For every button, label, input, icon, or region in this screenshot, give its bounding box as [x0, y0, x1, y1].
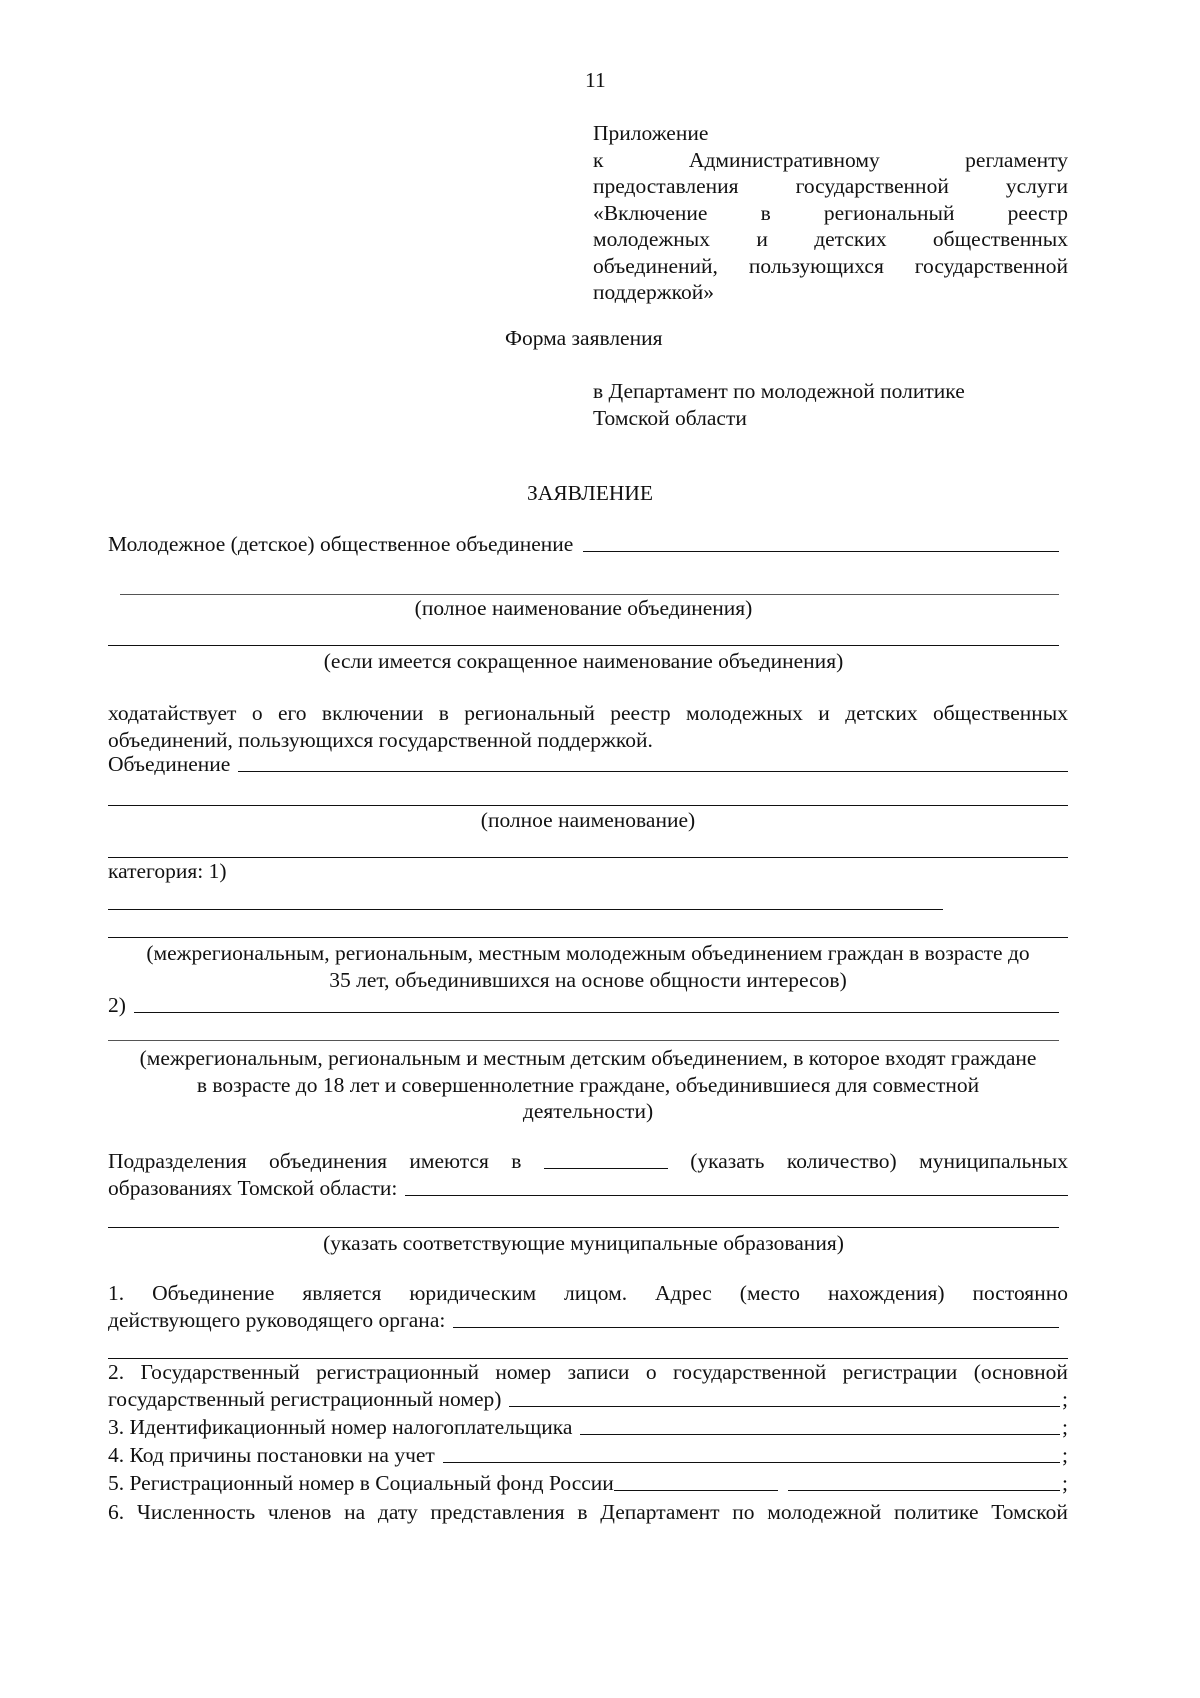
item-3-semicolon: ;: [1062, 1415, 1068, 1439]
hint-category2-line-2: в возрасте до 18 лет и совершеннолетние граждане, объединившиеся для совместной: [196, 1072, 980, 1097]
municipal-field-underline[interactable]: [405, 1195, 1068, 1196]
hint-category1-line-1: (межрегиональным, региональным, местным молодежным объединением граждан в возрасте до: [146, 941, 1030, 965]
petition-text: [108, 700, 1068, 753]
appendix-line-5: объединений, пользующихся государственной: [593, 253, 1068, 278]
form-label: Форма заявления: [505, 326, 663, 350]
item-3[interactable]: [108, 1415, 1068, 1440]
hint-category1-line-2: 35 лет, объединившихся на основе общности интересов): [329, 967, 847, 992]
association-field-line-3[interactable]: [108, 857, 1068, 858]
subdivisions-count-field[interactable]: [544, 1168, 668, 1169]
hint-full: (полное наименование): [480, 808, 696, 832]
category2-label: 2): [108, 993, 126, 1017]
item-3-label: 3. Идентификационный номер налогоплательщика: [108, 1415, 573, 1439]
item-1-line-1: 1. Объединение является юридическим лицом. Адрес (место нахождения) постоянно: [108, 1281, 1068, 1305]
document-heading: ЗАЯВЛЕНИЕ: [526, 481, 654, 505]
item-2-line-2[interactable]: [108, 1387, 1068, 1412]
hint-full-name: (полное наименование объединения): [414, 596, 753, 620]
association-field-label: Объединение: [108, 752, 231, 776]
petition-line-1: ходатайствует о его включении в региональный реестр молодежных и детских общественных: [108, 701, 1068, 725]
appendix-line-2: предоставления государственной услуги: [593, 174, 1068, 198]
item-5-semicolon: ;: [1062, 1471, 1068, 1495]
appendix-line-6: поддержкой»: [593, 280, 715, 304]
category1-line-1[interactable]: [108, 909, 943, 910]
appendix-title: Приложение: [593, 121, 709, 145]
item-6-line-1: 6. Численность членов на дату представления в Департамент по молодежной политике Томской: [108, 1500, 1068, 1524]
addressee-line-1: в Департамент по молодежной политике: [593, 379, 965, 403]
item-2-line-1: 2. Государственный регистрационный номер записи о государственной регистрации (основной: [108, 1360, 1068, 1384]
inn-field-underline[interactable]: [580, 1434, 1060, 1435]
item-4-label: 4. Код причины постановки на учет: [108, 1443, 435, 1467]
association-name-field[interactable]: [108, 532, 1059, 557]
item-2-label: государственный регистрационный номер): [108, 1387, 502, 1411]
address-field-underline[interactable]: [453, 1327, 1059, 1328]
hint-municipal: (указать соответствующие муниципальные образования): [323, 1231, 844, 1255]
association-label: Молодежное (детское) общественное объединение: [108, 532, 574, 556]
category2-underline[interactable]: [134, 1012, 1059, 1013]
item-1-label: действующего руководящего органа:: [108, 1308, 446, 1332]
kpp-field-underline[interactable]: [443, 1462, 1060, 1463]
addressee-line-2: Томской области: [593, 405, 747, 430]
hint-category2-line-3: деятельности): [522, 1099, 654, 1123]
ogrn-field-underline[interactable]: [509, 1406, 1060, 1407]
item-2-semicolon: ;: [1062, 1387, 1068, 1411]
page-number: 11: [585, 68, 606, 92]
item-5[interactable]: [108, 1471, 1068, 1496]
hint-category1: [108, 940, 1068, 993]
appendix-block: [593, 120, 1068, 306]
address-field-line-2[interactable]: [108, 1358, 1068, 1359]
hint-category2: [108, 1045, 1068, 1125]
association-field-line-2[interactable]: [108, 805, 1068, 806]
short-name-line[interactable]: [108, 645, 1059, 646]
association-field[interactable]: [108, 752, 1068, 777]
sfr-field-underline-2[interactable]: [788, 1490, 1060, 1491]
category1-line-2[interactable]: [108, 937, 1068, 938]
item-1-line-2[interactable]: [108, 1308, 1059, 1333]
petition-line-2: объединений, пользующихся государственной поддержкой.: [108, 727, 653, 752]
sfr-field-underline-1[interactable]: [614, 1490, 778, 1491]
hint-short-name: (если имеется сокращенное наименование объединения): [323, 649, 844, 673]
municipal-field-line-2[interactable]: [108, 1227, 1059, 1228]
appendix-line-4: молодежных и детских общественных: [593, 227, 1068, 251]
addressee: [593, 378, 965, 431]
item-5-label: 5. Регистрационный номер в Социальный фонд России: [108, 1471, 614, 1495]
category2-line-2[interactable]: [108, 1040, 1059, 1041]
category2-field[interactable]: [108, 993, 1059, 1018]
appendix-line-3: «Включение в региональный реестр: [593, 200, 1068, 225]
association-name-underline[interactable]: [583, 551, 1059, 552]
item-4[interactable]: [108, 1443, 1068, 1468]
category-label: категория: 1): [108, 859, 227, 883]
item-4-semicolon: ;: [1062, 1443, 1068, 1467]
association-field-underline[interactable]: [238, 771, 1068, 772]
hint-category2-line-1: (межрегиональным, региональным и местным детским объединением, в которое входят граждане: [139, 1046, 1037, 1070]
subdivisions-line-1: Подразделения объединения имеются в (указать количество) муниципальных: [108, 1149, 1068, 1173]
association-name-line-2[interactable]: [120, 594, 1059, 595]
subdivisions-line-2-label: образованиях Томской области:: [108, 1176, 398, 1200]
appendix-line-1: к Административному регламенту: [593, 147, 1068, 172]
subdivisions-line-2[interactable]: [108, 1176, 1068, 1201]
